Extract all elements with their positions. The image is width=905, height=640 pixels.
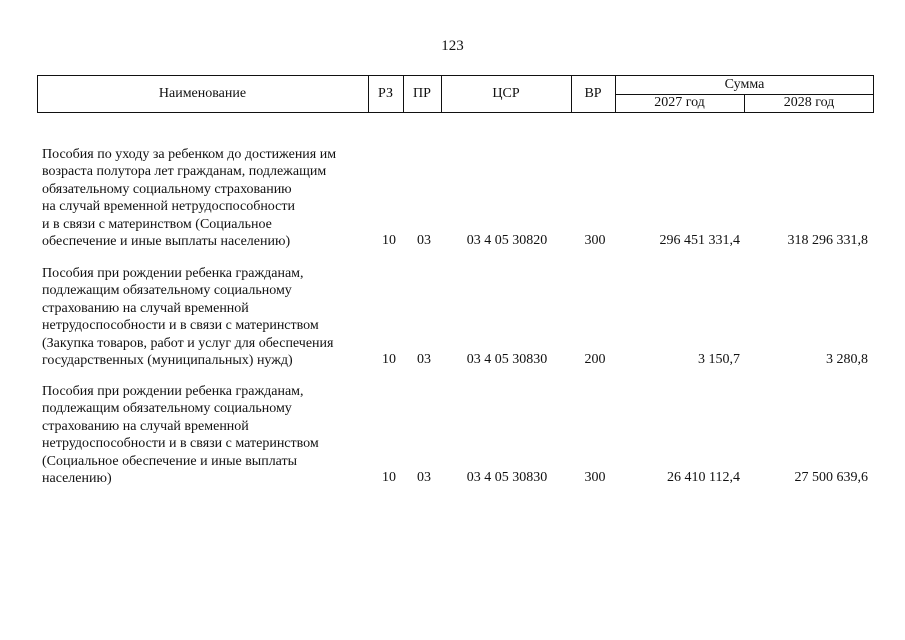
- row-sum-2027: 296 451 331,4: [659, 233, 740, 248]
- header-year-2028: 2028 год: [783, 95, 835, 110]
- row-rz: 10: [382, 233, 396, 248]
- header-year-2027: 2027 год: [654, 95, 705, 110]
- row-csr: 03 4 05 30830: [466, 470, 548, 485]
- row-rz: 10: [382, 352, 396, 367]
- row-name: Пособия при рождении ребенка гражданам, подлежащим обязательному социальному страхованию на случай временной нетрудоспособности и в связи с материнством (Закупка товаров, работ и услуг для обеспечения государственных (муниципальных) нужд): [42, 266, 334, 369]
- header-rz: РЗ: [378, 86, 393, 101]
- header-vr: ВР: [584, 86, 602, 101]
- row-name: Пособия по уходу за ребенком до достижения им возраста полутора лет гражданам, подлежащим обязательному социальному страхованию на случай временной нетрудоспособности и в связи с материнством (Социальное обеспечение и иные выплаты населению): [42, 147, 337, 250]
- row-name: Пособия при рождении ребенка гражданам, подлежащим обязательному социальному страхованию на случай временной нетрудоспособности и в связи с материнством (Социальное обеспечение и иные выплаты населению): [42, 384, 319, 487]
- row-sum-2027: 26 410 112,4: [667, 470, 740, 485]
- header-bottom-border: [37, 112, 874, 113]
- row-sum-2028: 27 500 639,6: [794, 470, 868, 485]
- header-name: Наименование: [158, 86, 247, 101]
- row-pr: 03: [417, 233, 431, 248]
- row-csr: 03 4 05 30820: [466, 233, 548, 248]
- row-pr: 03: [417, 470, 431, 485]
- table-header: [37, 75, 874, 113]
- row-rz: 10: [382, 470, 396, 485]
- page-number: 123: [441, 38, 464, 54]
- row-sum-2028: 3 280,8: [826, 352, 868, 367]
- row-pr: 03: [417, 352, 431, 367]
- row-vr: 300: [584, 470, 606, 485]
- row-sum-2028: 318 296 331,8: [787, 233, 868, 248]
- row-vr: 300: [584, 233, 606, 248]
- row-csr: 03 4 05 30830: [466, 352, 548, 367]
- row-sum-2027: 3 150,7: [698, 352, 740, 367]
- header-sum: Сумма: [724, 77, 765, 92]
- row-vr: 200: [584, 352, 606, 367]
- header-top-border: [37, 75, 874, 76]
- header-csr: ЦСР: [492, 86, 520, 101]
- header-pr: ПР: [413, 86, 431, 101]
